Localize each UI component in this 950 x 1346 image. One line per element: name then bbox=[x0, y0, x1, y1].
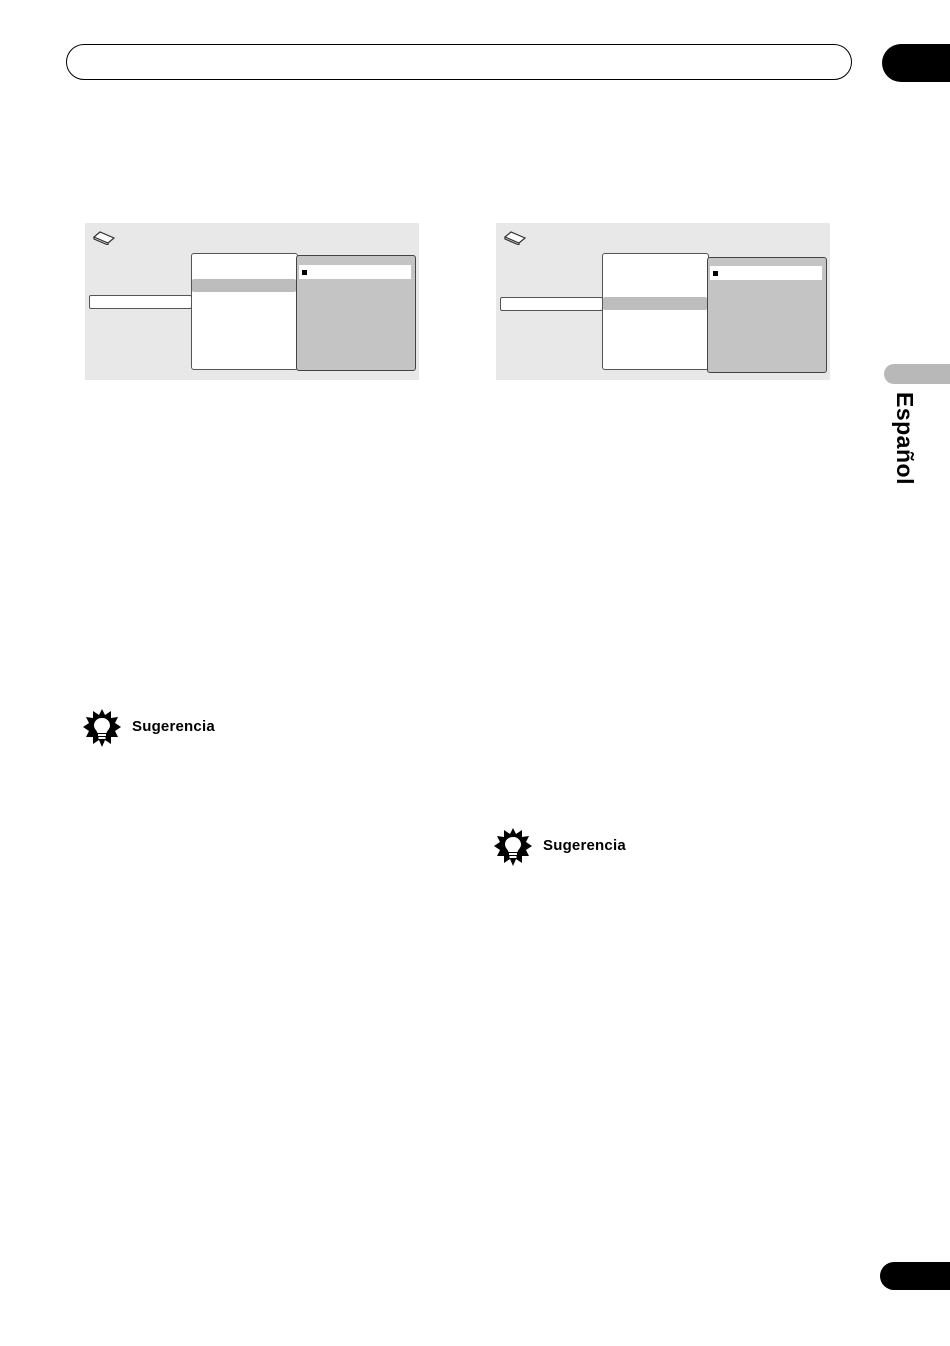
menu-left-item bbox=[500, 297, 603, 311]
menu-screen-2 bbox=[496, 223, 830, 380]
disc-icon bbox=[92, 231, 116, 245]
language-label: Español bbox=[892, 392, 918, 485]
tip-label: Sugerencia bbox=[543, 837, 626, 854]
menu-middle-panel bbox=[191, 253, 298, 370]
lightbulb-icon bbox=[494, 828, 532, 866]
menu-middle-panel bbox=[602, 253, 709, 370]
disc-icon bbox=[503, 231, 527, 245]
header-bar bbox=[66, 44, 852, 80]
chapter-tab bbox=[882, 44, 950, 82]
page-number-tab bbox=[880, 1262, 950, 1290]
menu-middle-highlight bbox=[603, 297, 707, 310]
selection-bullet-icon bbox=[302, 270, 307, 275]
menu-option-selected bbox=[299, 265, 411, 279]
language-tab bbox=[884, 364, 950, 384]
menu-middle-highlight bbox=[192, 279, 296, 292]
tip-heading-2 bbox=[494, 828, 654, 868]
selection-bullet-icon bbox=[713, 271, 718, 276]
tip-label: Sugerencia bbox=[132, 718, 215, 735]
menu-screen-1 bbox=[85, 223, 419, 380]
lightbulb-icon bbox=[83, 709, 121, 747]
menu-left-item bbox=[89, 295, 192, 309]
tip-heading-1 bbox=[83, 709, 243, 749]
menu-option-selected bbox=[710, 266, 822, 280]
